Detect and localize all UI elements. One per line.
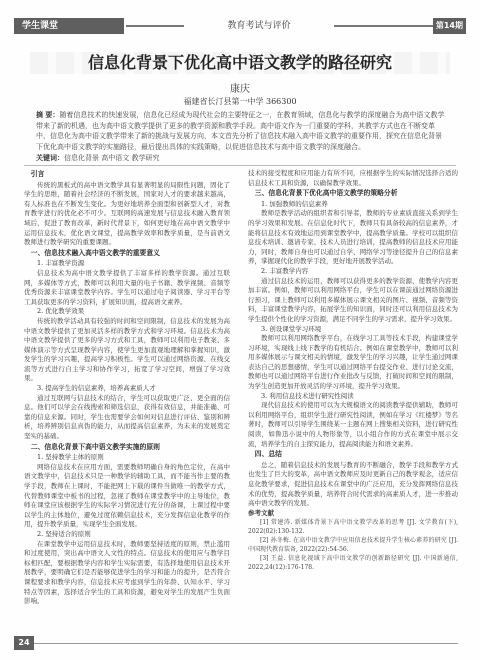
- journal-name: 教育考试与评价: [227, 21, 291, 31]
- header-rule-left: [126, 25, 184, 27]
- page-number: 24: [14, 636, 34, 650]
- intro-heading: 引言: [30, 170, 45, 178]
- page-header: [14, 18, 466, 34]
- subsection-heading: 2. 坚持适合的原则: [37, 529, 91, 538]
- body-column-right: [248, 169, 458, 572]
- subsection-heading: 1. 加强教师的信息素养: [261, 199, 328, 208]
- abstract: [36, 110, 446, 152]
- subsection-heading: 2. 丰富教学内容: [261, 266, 309, 275]
- paragraph: 技术的接受程度和应用能力有所不同，应根据学生的实际情况选择合适的信息技术工具和资源，以确保教学效果。: [248, 169, 458, 187]
- paragraph: 现代信息技术的使用可以为大规模语文的阅读教学提供辅助，教师可以利用网络平台，组织学生进行研究性阅读，例如在学习《红楼梦》等名著时，教师可以引导学生围绕某一主题在网上搜集相关资料，进行研究性阅读，如鲁迅小说中的人物形象等，以小组合作的方式在课堂中展示交流，培养学生的自主探究能力，提高阅读能力和语文素养。: [248, 401, 458, 448]
- abstract-label: 摘 要：: [36, 111, 60, 119]
- footer-rule: [34, 643, 458, 644]
- reference-item: [2] 孙冬梅. 在高中语文教学中应用信息技术提升学生核心素养的研究 [J]. 中国现代教育装备, 2022(22):54-56.: [248, 537, 458, 554]
- paragraph: 在课堂教学中运用信息技术时，教师要坚持适度的原则，禁止滥用和过度使用，突出高中语文人文性的特点。信息技术的使用应与教学目标相匹配，要根据教学内容和学生实际需要，有选择地使用信息技术开展教学，要明确它们是否能够促进学生的学习和能力的提升，是否符合课程要求和教学内容，信息技术应考虑到学生的年龄、认知水平、学习特点等因素，选择适合学生的工具和资源，避免对学生的发展产生负面影响。: [24, 539, 230, 606]
- article-author: 康庆: [230, 84, 250, 95]
- paragraph: 通过互联网与信息技术的结合，学生可以获取更广泛、更全面的信息。他们可以学会在线搜索和筛选信息，获得有效信息，并能准确、可靠的信息来源。同时，学生也需要学会如何对信息进行评估、鉴别和辨析，培养辨别信息真伪的能力，从而提高信息素养，为未来的发展奠定坚实的基础。: [24, 393, 230, 441]
- section-heading: 一、信息技术融入高中语文教学的重要意义: [30, 248, 160, 257]
- paragraph: 教师是教学活动的组织者和引导者，教师的专业素质直接关系到学生的学习效果和发展。在信息化时代下，教师只有具备较高的信息素养，才能将信息技术有效地运用到课堂教学中，提高教学质量。学校可以组织信息技术培训、邀请专家、技术人员进行培训，提高教师的信息技术应用能力，同时，教师自身也可以通过自学、网络学习等途径提升自己的信息素养，掌握现代化的教学手段，更好地开展教学活动。: [248, 209, 458, 266]
- subsection-heading: 1. 丰富教学资源: [37, 259, 85, 268]
- header-rule-right: [334, 25, 438, 27]
- abstract-divider: [24, 165, 456, 166]
- paragraph: 总之，随着信息技术的发展与教育的不断融合，教学手段和教学方式也发生了巨大的变革，高中语文教师应及时更新自己的教学观念，适应信息化教学要求，促进信息技术在课堂中的广泛应用，充分发挥网络信息技术的优势，提高教学质量，培养符合时代需求的高素质人才，进一步推动高中语文教学的发展。: [248, 460, 458, 508]
- subsection-heading: 3. 利用信息技术进行研究性阅读: [261, 391, 354, 400]
- section-heading: 二、信息化背景下高中语文教学实施的原则: [30, 442, 160, 451]
- subsection-heading: 3. 提高学生的信息素养，培养高素质人才: [37, 384, 156, 393]
- keywords: [36, 153, 446, 163]
- body-column-left: [24, 169, 230, 607]
- paragraph: 传统的教学活动具有较强的时间和空间限制，信息技术的发展为高中语文教学提供了更加灵活多样的教学方式和学习环境。信息技术为高中语文教学提供了更多的学习方式和工具，教师可以利用电子教案、多媒体演示等方式呈现教学内容，使学生更加直观地理解和掌握知识，激发学生的学习兴趣，提高学习积极性。学生可以通过网络资源、在线交流等方式进行自主学习和协作学习，拓宽了学习空间，增强了学习效果。: [24, 316, 230, 383]
- reference-item: [1] 常建涛. 新媒体背景下高中语文教学改革的思考 [J]. 文学教育(下), 2022(02):130-132.: [248, 519, 458, 536]
- section-heading: 四、总结: [254, 450, 282, 459]
- subsection-heading: 3. 创设课堂学习环境: [261, 324, 322, 333]
- keywords-text: 信息化背景 高中语文 教学研究: [64, 154, 160, 162]
- subsection-heading: 2. 优化教学效果: [37, 307, 85, 316]
- keywords-label: 关键词：: [36, 154, 64, 162]
- references-heading: 参考文献: [248, 508, 274, 517]
- article-title: 信息化背景下优化高中语文教学的路径研究: [87, 53, 392, 72]
- abstract-text: 随着信息技术的快速发展，信息化已经成为现代社会的主要特征之一，在教育领域，信息化与教学的深度融合为高中语文教学带来了新的机遇，也为高中语文教学提供了更多的教学资源和教学手段。高中语文作为一门重要的学科，其教学方式也在不断变革中，信息化为高中语文教学带来了新的挑战与发展方向，本文首先分析了信息技术融入高中语文教学的重要作用，探究在信息化背景下优化高中语文教学的实施路径，最后提出具体的实践策略，以促进信息技术与高中语文教学的深度融合。: [36, 111, 445, 151]
- subsection-heading: 1. 坚持教学主体的原则: [37, 453, 104, 462]
- article-affiliation: 福建省长汀县第一中学 366300: [183, 97, 297, 106]
- section-heading: 三、信息化背景下优化高中语文教学的策略分析: [254, 189, 398, 198]
- paragraph: 信息技术为高中语文教学提供了丰富多样的教学资源。通过互联网，多媒体等方式，教师可以利用大量的电子书籍、教学视频、音频等优秀资源来丰富课堂教学内容。学生可以通过电子阅读器、学习平台等工具获取更多的学习资料，扩展知识面，提高语文素养。: [24, 268, 230, 306]
- paragraph: 教师可以利用网络教学平台，在线学习工具等技术手段，构建课堂学习环境，实现线上线下教学的有机结合。例如在课堂教学中，教师可以利用多媒体展示与课文相关的情境，激发学生的学习兴趣，让学生通过网课表达自己的思想感情，学生可以通过网络平台提交作业、进行讨论交流，教师也可以通过网络平台进行作业批改与反馈，打破时间和空间的限制，为学生创造更加开放灵活的学习环境，提升学习效果。: [248, 334, 458, 391]
- paragraph: 通过信息技术的运用，教师可以获得更多的教学资源，使教学内容更加丰富。例如，教师可以利用网络平台，学生可以在课前通过网络资源进行预习，课上教师可以利用多媒体展示课文相关的图片、视频、音频等资料，丰富课堂教学内容，拓展学生的知识面，同时还可以利用信息技术为学生提供个性化的学习资源，满足不同学生的学习需求，提升学习效果。: [248, 276, 458, 323]
- reference-item: [3] 王益. 信息化视域下高中语文教学的创新路径研究 [J]. 中国新通信, 2022,24(12):176-178.: [248, 555, 458, 572]
- paragraph: 传统的黑板式的高中语文教学具有显著明显的局限性问题，固化了学生的思维，随着社会经济的不断发展，国家对人才的要求越来越高，有人标准也在不断发生变化。为更好地培养全面型和创新型人才，对教育教学进行的优化必不可少。互联网的高速发展与信息技术融入教育领域后，促进了教育改革，新时代背景下，如何更好地在高中语文教学中运用信息技术，优化语文课堂，提高教学效率和教学质量，是当前语文教师进行教学研究的重要课题。: [24, 180, 230, 247]
- section-tag: 学生课堂: [14, 18, 124, 34]
- paragraph: 网络信息技术在应用方面，需要教师明确自身的角色定位，在高中语文教学中，信息技术只是一种教学的辅助工具，而不能当作主要的教学手段，教师在上课时，不能把网上下载的课件当做唯一的教学方式，代替教师课堂中板书的过程，忽视了教师在课堂教学中的主导地位，教师在课堂应该根据学生的实际学习情况进行充分的备课，上课过程中要以学生的主体地位，避免过度依赖信息技术，充分发挥信息化教学的作用，提升教学质量，实现学生全面发展。: [24, 462, 230, 529]
- issue-tag: 第14期: [433, 18, 466, 34]
